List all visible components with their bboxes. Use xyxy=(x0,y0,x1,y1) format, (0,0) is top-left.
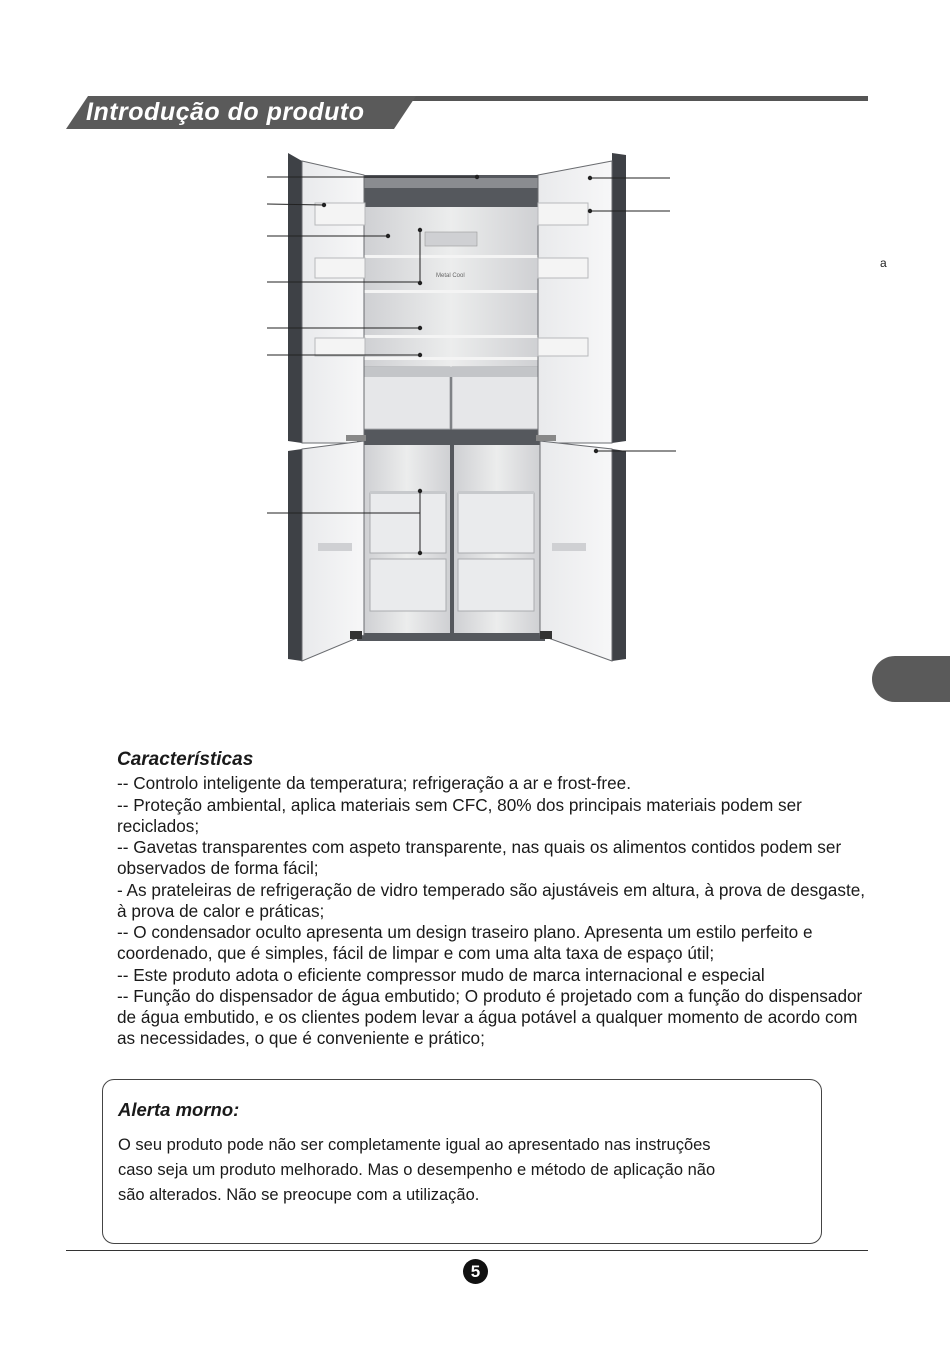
footer-rule xyxy=(66,1250,868,1251)
page-number: 5 xyxy=(463,1259,488,1284)
upper-right-door xyxy=(612,153,626,443)
top-strip xyxy=(362,178,540,188)
refrigerator-figure xyxy=(240,145,710,675)
header-rule xyxy=(400,96,868,101)
fridge-interior xyxy=(364,207,538,367)
freezer-drawer xyxy=(370,559,446,611)
panel-text: Metal Cool xyxy=(436,273,465,279)
feature-item: -- O condensador oculto apresenta um design traseiro plano. Apresenta um estilo perfeito e coordenado, que é simples, fácil de limpar e com uma alta taxa de espaço útil; xyxy=(117,922,813,963)
door-bin xyxy=(538,258,588,278)
lower-left-door xyxy=(288,449,302,661)
feature-item: -- Controlo inteligente da temperatura; refrigeração a ar e frost-free. xyxy=(117,773,631,793)
door-label xyxy=(318,543,352,551)
shelf xyxy=(364,255,538,258)
shelf xyxy=(364,357,538,360)
freezer-drawer xyxy=(458,559,534,611)
door-bin xyxy=(538,338,588,356)
page-title: Introdução do produto xyxy=(86,98,365,126)
shelf xyxy=(364,290,538,293)
side-tab xyxy=(872,656,950,702)
door-bin xyxy=(315,338,365,356)
feature-item: - As prateleiras de refrigeração de vidro temperado são ajustáveis em altura, à prova de desgaste, à prova de calor e práticas; xyxy=(117,879,866,921)
upper-left-door xyxy=(288,153,302,443)
feature-item: -- Este produto adota o eficiente compressor mudo de marca internacional e especial xyxy=(117,964,765,985)
feature-item: -- Função do dispensador de água embutido; O produto é projetado com a função do dispensador de água embutido, e os clientes podem levar a água potável a qualquer momento de acordo com as necessidades, o que é conveniente e prático; xyxy=(117,986,863,1048)
lower-right-door xyxy=(612,449,626,661)
features-list xyxy=(117,773,877,1050)
features-title: Características xyxy=(117,749,254,770)
feature-item: -- Proteção ambiental, aplica materiais sem CFC, 80% dos principais materiais podem ser reciclados; xyxy=(117,794,802,836)
alert-title: Alerta morno: xyxy=(118,1099,240,1120)
freezer-drawer xyxy=(458,493,534,553)
alert-text: O seu produto pode não ser completamente igual ao apresentado nas instruções caso seja um produto melhorado. Mas o desempenho e método de aplicação não são alterados. Não se preocupe com a utilização. xyxy=(118,1136,716,1204)
control-panel xyxy=(425,232,477,246)
shelf xyxy=(364,335,538,338)
door-bin xyxy=(538,203,588,225)
feature-item: -- Gavetas transparentes com aspeto transparente, nas quais os alimentos contidos podem ser observados de forma fácil; xyxy=(117,837,842,878)
door-label xyxy=(552,543,586,551)
side-marker: a xyxy=(880,256,887,270)
door-bin xyxy=(315,258,365,278)
freezer-drawer xyxy=(370,493,446,553)
